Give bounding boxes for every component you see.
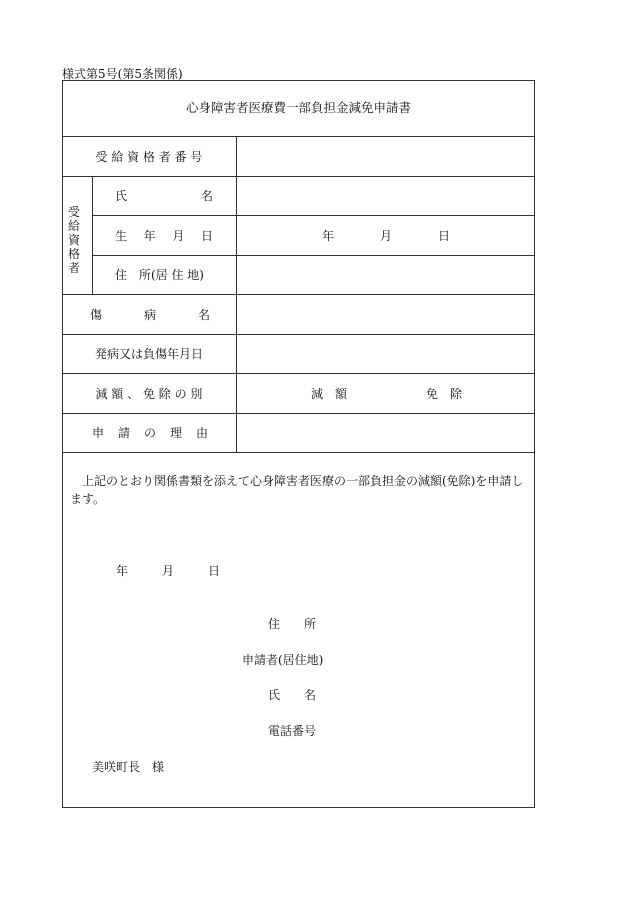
addressee: 美咲町長 様 — [92, 760, 165, 774]
reduction-type-field[interactable] — [237, 373, 534, 413]
applicant-name-label: 氏 名 — [268, 688, 317, 702]
onset-date-field[interactable] — [237, 335, 534, 373]
address-label: 住 所(居 住 地) — [115, 268, 204, 282]
recipient-number-field[interactable] — [237, 137, 534, 176]
form-title: 心身障害者医療費一部負担金減免申請書 — [185, 100, 411, 115]
rule — [62, 452, 535, 453]
form-number-label: 様式第5号(第5条関係) — [62, 67, 183, 81]
address-field[interactable] — [237, 256, 534, 294]
illness-field[interactable] — [237, 295, 534, 334]
name-field[interactable] — [237, 177, 534, 215]
reduction-type-label: 減 額 、 免 除 の 別 — [95, 386, 203, 401]
birth-date-field[interactable]: 年 月 日 — [322, 228, 451, 243]
date-month: 月 — [162, 564, 175, 578]
reduction-option[interactable]: 減 額 — [311, 386, 348, 401]
reason-label: 申 請 の 理 由 — [92, 426, 208, 440]
exemption-option[interactable]: 免 除 — [426, 386, 463, 401]
date-year: 年 — [116, 564, 129, 578]
rule — [92, 176, 93, 294]
applicant-phone-label: 電話番号 — [268, 724, 317, 738]
recipient-group-label: 受 給 資 格 者 — [67, 205, 80, 275]
reason-field[interactable] — [237, 414, 534, 452]
applicant-residence-label: 申請者(居住地) — [242, 653, 324, 667]
application-statement: 上記のとおり関係書類を添えて心身障害者医療の一部負担金の減額(免除)を申請します。 — [70, 474, 524, 506]
date-day: 日 — [208, 564, 221, 578]
applicant-address-label: 住 所 — [268, 617, 317, 631]
onset-date-label: 発病又は負傷年月日 — [94, 347, 203, 361]
recipient-number-label: 受 給 資 格 者 番 号 — [95, 149, 203, 164]
birth-label: 生 年 月 日 — [115, 228, 213, 243]
illness-label: 傷 病 名 — [90, 307, 210, 322]
name-label: 氏 名 — [115, 189, 213, 203]
